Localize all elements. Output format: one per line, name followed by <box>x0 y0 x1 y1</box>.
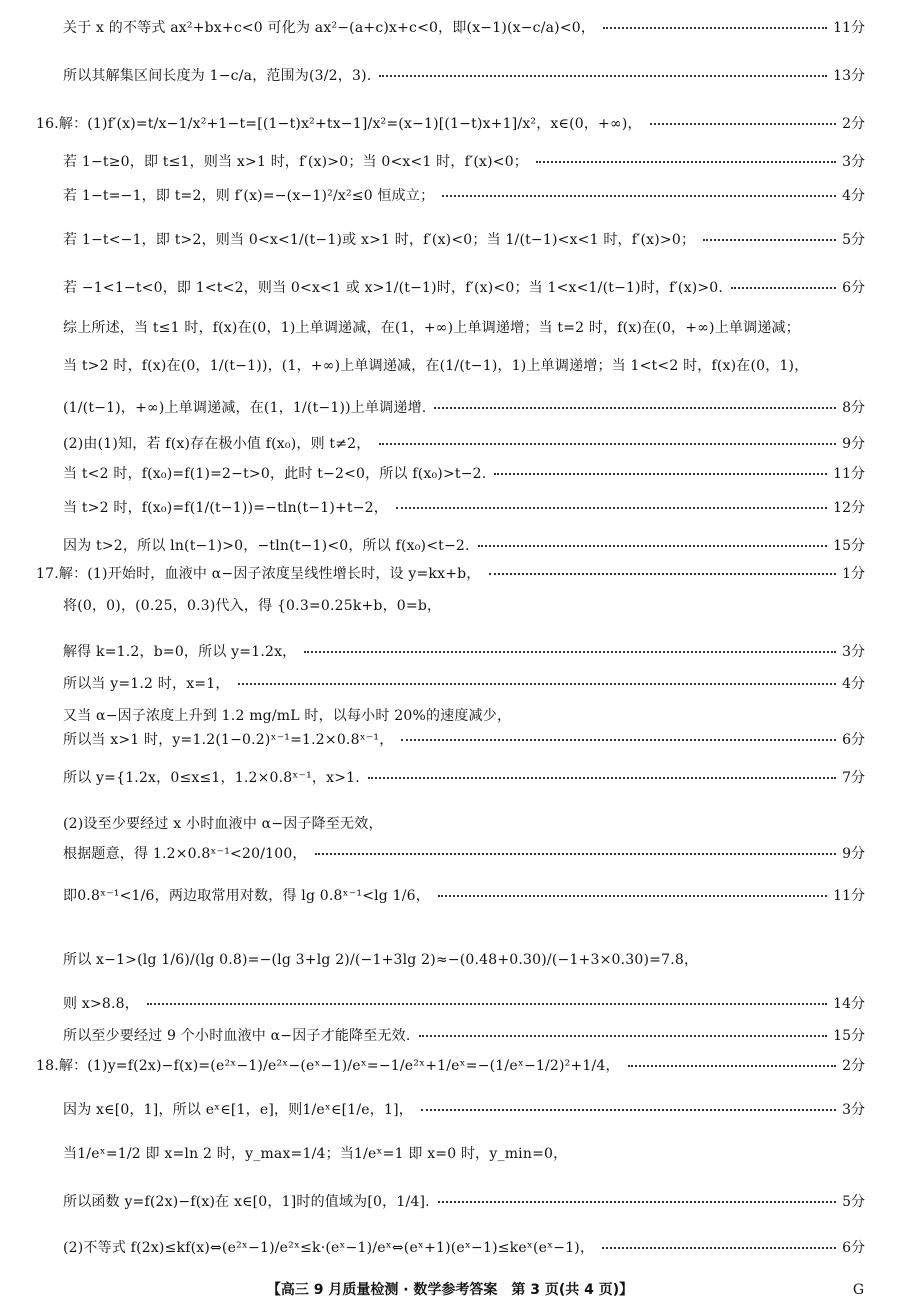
score-mark: 5分 <box>842 1194 865 1210</box>
answer-line-text: 所以至少要经过 9 个小时血液中 α−因子才能降至无效. <box>63 1028 411 1044</box>
score-mark: 2分 <box>842 116 865 132</box>
answer-line <box>0 60 900 92</box>
dot-leader <box>396 507 827 509</box>
dot-leader <box>628 1065 836 1067</box>
dot-leader <box>368 777 836 779</box>
score-mark: 15分 <box>833 538 865 554</box>
dot-leader <box>602 1247 836 1249</box>
answer-line-text: 若 1−t=−1，即 t=2，则 f′(x)=−(x−1)²/x²≤0 恒成立； <box>63 188 435 204</box>
footer-title: 【高三 9 月质量检测 · 数学参考答案 第 3 页(共 4 页)】 <box>266 1282 634 1298</box>
answer-line <box>0 1020 900 1052</box>
answer-line-text: 即0.8ˣ⁻¹<1/6，两边取常用对数，得 lg 0.8ˣ⁻¹<lg 1/6， <box>63 888 430 904</box>
dot-leader <box>147 1003 827 1005</box>
answer-line-text: 若 1−t≥0，即 t≤1，则当 x>1 时，f′(x)>0；当 0<x<1 时，f′(x)<0； <box>63 154 529 170</box>
answer-line-text: 则 x>8.8， <box>63 996 139 1012</box>
dot-leader <box>731 287 836 289</box>
answer-line <box>0 1138 900 1170</box>
answer-line-text: (2)由(1)知，若 f(x)存在极小值 f(x₀)，则 t≠2， <box>63 436 371 452</box>
score-mark: 6分 <box>842 1240 865 1256</box>
dot-leader <box>379 443 836 445</box>
answer-line <box>0 12 900 44</box>
answer-line <box>0 1232 900 1264</box>
answer-line-text: (2)设至少要经过 x 小时血液中 α−因子降至无效， <box>63 816 383 832</box>
answer-line <box>0 224 900 256</box>
answer-line-text: 当 t>2 时，f(x₀)=f(1/(t−1))=−tln(t−1)+t−2， <box>63 500 388 516</box>
answer-line <box>0 590 900 622</box>
score-mark: 9分 <box>842 436 865 452</box>
score-mark: 13分 <box>833 68 865 84</box>
answer-line <box>0 392 900 424</box>
answer-line-text: 所以 y={1.2x，0≤x≤1，1.2×0.8ˣ⁻¹，x>1. <box>63 770 360 786</box>
dot-leader <box>379 75 827 77</box>
score-mark: 3分 <box>842 154 865 170</box>
score-mark: 3分 <box>842 644 865 660</box>
score-mark: 14分 <box>833 996 865 1012</box>
dot-leader <box>419 1035 827 1037</box>
dot-leader <box>650 123 836 125</box>
score-mark: 2分 <box>842 1058 865 1074</box>
score-mark: 9分 <box>842 846 865 862</box>
answer-line <box>0 944 900 976</box>
score-mark: 6分 <box>842 732 865 748</box>
answer-line-text: 又当 α−因子浓度上升到 1.2 mg/mL 时，以每小时 20%的速度减少， <box>63 708 512 724</box>
dot-leader <box>494 473 827 475</box>
dot-leader <box>536 161 836 163</box>
answer-line-text: 所以 x−1>(lg 1/6)/(lg 0.8)=−(lg 3+lg 2)/(−1+3lg 2)≈−(0.48+0.30)/(−1+3×0.30)=7.8， <box>63 952 699 968</box>
answer-line-text: 所以其解集区间长度为 1−c/a，范围为(3/2，3). <box>63 68 372 84</box>
dot-leader <box>238 683 836 685</box>
answer-line-text: 当 t<2 时，f(x₀)=f(1)=2−t>0，此时 t−2<0，所以 f(x₀)>t−2. <box>63 466 487 482</box>
answer-line <box>0 762 900 794</box>
answer-line <box>0 458 900 490</box>
answer-line-text: 若 1−t<−1，即 t>2，则当 0<x<1/(t−1)或 x>1 时，f′(x)<0；当 1/(t−1)<x<1 时，f′(x)>0； <box>63 232 696 248</box>
answer-line <box>0 724 900 756</box>
answer-line <box>0 838 900 870</box>
answer-line-text: 当 t>2 时，f(x)在(0，1/(t−1))，(1，+∞)上单调递减，在(1/(t−1)，1)上单调递增；当 1<t<2 时，f(x)在(0，1)， <box>63 358 809 374</box>
score-mark: 15分 <box>833 1028 865 1044</box>
answer-line-text: 当1/eˣ=1/2 即 x=ln 2 时，y_max=1/4；当1/eˣ=1 即 x=0 时，y_min=0， <box>63 1146 568 1162</box>
score-mark: 11分 <box>833 20 865 36</box>
answer-line-text: 所以当 y=1.2 时，x=1， <box>63 676 230 692</box>
answer-line-text: 综上所述，当 t≤1 时，f(x)在(0，1)上单调递减，在(1，+∞)上单调递增；当 t=2 时，f(x)在(0，+∞)上单调递减； <box>63 320 800 336</box>
score-mark: 4分 <box>842 676 865 692</box>
answer-line <box>0 668 900 700</box>
dot-leader <box>434 407 836 409</box>
answer-line-text: 将(0，0)，(0.25，0.3)代入，得 {0.3=0.25k+b，0=b， <box>63 598 442 614</box>
answer-line <box>0 558 900 590</box>
answer-line <box>0 880 900 912</box>
dot-leader <box>703 239 836 241</box>
dot-leader <box>489 573 836 575</box>
answer-line-text: 所以函数 y=f(2x)−f(x)在 x∈[0，1]时的值域为[0，1/4]. <box>63 1194 430 1210</box>
answer-line <box>0 428 900 460</box>
answer-line <box>0 1050 900 1082</box>
answer-line-text: 16.解：(1)f′(x)=t/x−1/x²+1−t=[(1−t)x²+tx−1]/x²=(x−1)[(1−t)x+1]/x²，x∈(0，+∞)， <box>36 116 642 132</box>
answer-line-text: 17.解：(1)开始时，血液中 α−因子浓度呈线性增长时，设 y=kx+b， <box>36 566 481 582</box>
dot-leader <box>421 1109 836 1111</box>
score-mark: 5分 <box>842 232 865 248</box>
dot-leader <box>438 895 827 897</box>
answer-line-text: 解得 k=1.2，b=0，所以 y=1.2x， <box>63 644 297 660</box>
answer-line-text: (2)不等式 f(2x)≤kf(x)⇔(e²ˣ−1)/e²ˣ≤k·(eˣ−1)/eˣ⇔(eˣ+1)(eˣ−1)≤keˣ(eˣ−1)， <box>63 1240 595 1256</box>
answer-line <box>0 988 900 1020</box>
dot-leader <box>603 27 827 29</box>
answer-line-text: 关于 x 的不等式 ax²+bx+c<0 可化为 ax²−(a+c)x+c<0，即(x−1)(x−c/a)<0， <box>63 20 596 36</box>
answer-line-text: (1/(t−1)，+∞)上单调递减，在(1，1/(t−1))上单调递增. <box>63 400 427 416</box>
score-mark: 4分 <box>842 188 865 204</box>
answer-line-text: 因为 t>2，所以 ln(t−1)>0，−tln(t−1)<0，所以 f(x₀)<t−2. <box>63 538 470 554</box>
score-mark: 1分 <box>842 566 865 582</box>
dot-leader <box>442 195 836 197</box>
answer-line-text: 根据题意，得 1.2×0.8ˣ⁻¹<20/100， <box>63 846 307 862</box>
answer-line <box>0 808 900 840</box>
answer-line <box>0 636 900 668</box>
score-mark: 3分 <box>842 1102 865 1118</box>
score-mark: 12分 <box>833 500 865 516</box>
answer-line-text: 所以当 x>1 时，y=1.2(1−0.2)ˣ⁻¹=1.2×0.8ˣ⁻¹， <box>63 732 394 748</box>
dot-leader <box>304 651 836 653</box>
score-mark: 6分 <box>842 280 865 296</box>
answer-line <box>0 272 900 304</box>
answer-line <box>0 312 900 344</box>
answer-line <box>0 146 900 178</box>
answer-line <box>0 350 900 382</box>
score-mark: 7分 <box>842 770 865 786</box>
dot-leader <box>315 853 836 855</box>
dot-leader <box>401 739 836 741</box>
answer-line <box>0 1094 900 1126</box>
answer-line <box>0 108 900 140</box>
answer-line-text: 因为 x∈[0，1]，所以 eˣ∈[1，e]，则1/eˣ∈[1/e，1]， <box>63 1102 413 1118</box>
score-mark: 11分 <box>833 888 865 904</box>
score-mark: 11分 <box>833 466 865 482</box>
dot-leader <box>438 1201 836 1203</box>
page-footer <box>0 1276 900 1304</box>
footer-code: G <box>852 1282 864 1298</box>
score-mark: 8分 <box>842 400 865 416</box>
answer-line-text: 若 −1<1−t<0，即 1<t<2，则当 0<x<1 或 x>1/(t−1)时，f′(x)<0；当 1<x<1/(t−1)时，f′(x)>0. <box>63 280 724 296</box>
answer-line <box>0 1186 900 1218</box>
answer-line-text: 18.解：(1)y=f(2x)−f(x)=(e²ˣ−1)/e²ˣ−(eˣ−1)/eˣ=−1/e²ˣ+1/eˣ=−(1/eˣ−1/2)²+1/4， <box>36 1058 620 1074</box>
answer-line <box>0 180 900 212</box>
answer-line <box>0 492 900 524</box>
dot-leader <box>478 545 827 547</box>
